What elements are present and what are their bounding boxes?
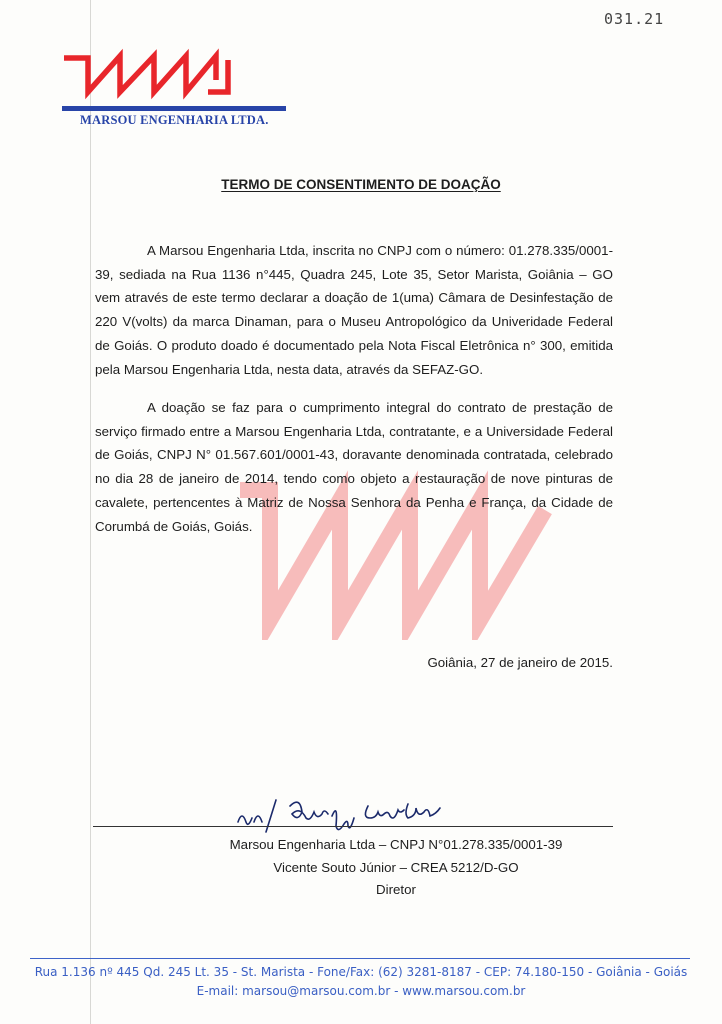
signature-block [0, 834, 722, 902]
paragraph-donation: A Marsou Engenharia Ltda, inscrita no CNPJ com o número: 01.278.335/0001-39, sediada na Rua 1136 n°445, Quadra 245, Lote 35, Setor Marista, Goiânia – GO vem através de este termo declarar a doação de 1(uma) Câmara de Desinfestação de 220 V(volts) da marca Dinaman, para o Museu Antropológico da Univeridade Federal de Goiás. O produto doado é documentado pela Nota Fiscal Eletrônica n° 300, emitida pela Marsou Engenharia Ltda, nesta data, através da SEFAZ-GO. [95, 243, 613, 377]
footer-address: Rua 1.136 nº 445 Qd. 245 Lt. 35 - St. Marista - Fone/Fax: (62) 3281-8187 - CEP: 74.180-150 - Goiânia - Goiás [34, 965, 688, 979]
footer-contact: E-mail: marsou@marsou.com.br - www.marsou.com.br [196, 984, 526, 998]
handwritten-signature [232, 792, 472, 836]
signature-line [93, 826, 613, 827]
footer [0, 963, 722, 1001]
company-name: MARSOU ENGENHARIA LTDA. [80, 113, 269, 127]
signer-company: Marsou Engenharia Ltda – CNPJ N°01.278.335/0001-39 [229, 837, 563, 852]
document-title: TERMO DE CONSENTIMENTO DE DOAÇÃO [221, 177, 501, 192]
signer-title: Diretor [376, 882, 416, 897]
date-line: Goiânia, 27 de janeiro de 2015. [427, 655, 613, 670]
footer-divider [30, 958, 690, 959]
archive-note: 031.21 [604, 10, 665, 28]
signer-name: Vicente Souto Júnior – CREA 5212/D-GO [273, 859, 519, 875]
paragraph-contract: A doação se faz para o cumprimento integral do contrato de prestação de serviço firmado entre a Marsou Engenharia Ltda, contratante, e a Universidade Federal de Goiás, CNPJ N° 01.567.601/0001-43, doravante denominada contratada, celebrado no dia 28 de janeiro de 2014, tendo como objeto a restauração de nove pinturas de cavalete, pertencentes à Matriz de Nossa Senhora da Penha e França, da Cidade de Corumbá de Goiás, Goiás. [95, 400, 613, 534]
